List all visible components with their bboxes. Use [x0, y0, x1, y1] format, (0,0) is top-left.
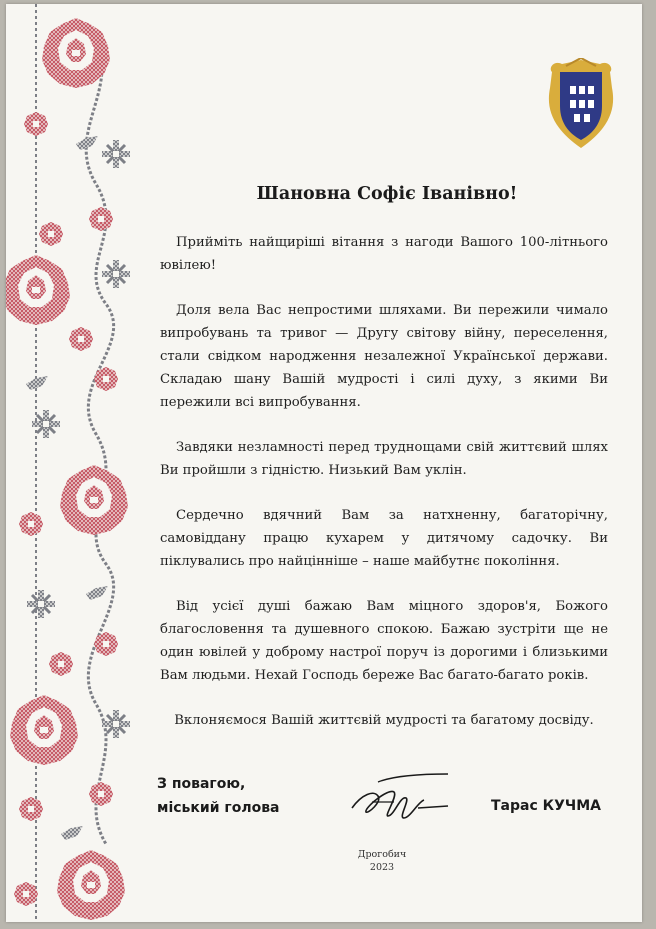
- place-and-date: [332, 848, 432, 874]
- closing-regards: З повагою,: [157, 776, 246, 792]
- letter-salutation: Шановна Софіє Іванівно!: [256, 184, 518, 204]
- paragraph-gratitude: Сердечно вдячний Вам за натхненну, багаторічну, самовіддану працю кухарем у дитячому садочку. Ви піклувались про найцінніше – наше майбутнє покоління.: [160, 508, 608, 569]
- city-name: Дрогобич: [357, 849, 407, 860]
- letter-body: [160, 231, 608, 754]
- closing-block: [157, 772, 280, 820]
- signer-title: міський голова: [157, 800, 280, 816]
- coat-of-arms-crest: [546, 58, 616, 150]
- handwritten-signature: [348, 772, 452, 828]
- paragraph-wishes: Від усієї душі бажаю Вам міцного здоров'я, Божого благословення та душевного спокою. Бажаю зустріти ще не один ювілей у доброму настрої поруч із дорогими і близькими Вам людьми. Нехай Господь береже Вас багато-багато років.: [160, 599, 608, 683]
- paragraph-dignity: Завдяки незламності перед труднощами свій життєвий шлях Ви пройшли з гідністю. Низький Вам уклін.: [160, 440, 608, 478]
- letter-year: 2023: [369, 862, 395, 873]
- embroidery-ornament-border: [6, 4, 144, 922]
- paragraph-greeting: Прийміть найщиріші вітання з нагоди Вашого 100-літнього ювілею!: [160, 235, 608, 273]
- paragraph-life-path: Доля вела Вас непростими шляхами. Ви пережили чимало випробувань та тривог — Другу світову війну, переселення, стали свідком народження незалежної Української держави. Складаю шану Вашій мудрості і силі духу, з якими Ви пережили всі випробування.: [160, 303, 608, 410]
- signer-name: Тарас КУЧМА: [491, 798, 601, 814]
- paragraph-closing-bow: Вклоняємося Вашій життєвій мудрості та багатому досвіду.: [174, 713, 594, 728]
